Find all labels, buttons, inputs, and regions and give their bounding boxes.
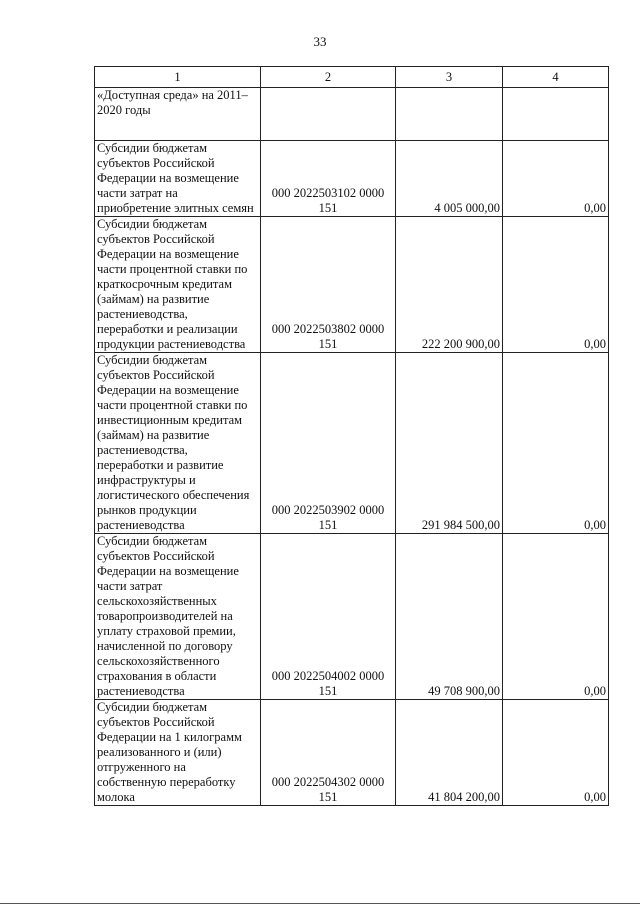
budget-code-cell: 000 2022503102 0000 151 [261, 141, 396, 217]
amount-cell: 4 005 000,00 [396, 141, 503, 217]
subsidy-name-cell: Субсидии бюджетам субъектов Российской Федерации на возмещение части процентной ставки по инвестиционным кредитам (займам) на развитие растениеводства, переработки и развитие инфраструктуры и логистического обеспечения рынков продукции растениеводства [95, 353, 261, 534]
budget-code-cell: 000 2022503802 0000 151 [261, 217, 396, 353]
budget-code-cell: 000 2022503902 0000 151 [261, 353, 396, 534]
table-row [95, 217, 609, 353]
budget-table [94, 66, 609, 806]
table-row [95, 700, 609, 806]
subsidy-name-cell: Субсидии бюджетам субъектов Российской Федерации на возмещение части процентной ставки по краткосрочным кредитам (займам) на развитие растениеводства, переработки и реализации продукции растениеводства [95, 217, 261, 353]
subsidy-name-cell: Субсидии бюджетам субъектов Российской Федерации на возмещение части затрат сельскохозяйственных товаропроизводителей на уплату страховой премии, начисленной по договору сельскохозяйственного страхования в области растениеводства [95, 534, 261, 700]
subsidy-name-cell: Субсидии бюджетам субъектов Российской Федерации на 1 килограмм реализованного и (или) отгруженного на собственную переработку молока [95, 700, 261, 806]
column-header-4: 4 [503, 67, 609, 88]
table-row [95, 88, 609, 141]
program-name-cell: «Доступная среда» на 2011– 2020 годы [95, 88, 261, 141]
amount-cell: 49 708 900,00 [396, 534, 503, 700]
table-header-row [95, 67, 609, 88]
amount-cell: 222 200 900,00 [396, 217, 503, 353]
subsidy-name-cell: Субсидии бюджетам субъектов Российской Федерации на возмещение части затрат на приобретение элитных семян [95, 141, 261, 217]
value-cell: 0,00 [503, 534, 609, 700]
amount-cell: 41 804 200,00 [396, 700, 503, 806]
value-cell: 0,00 [503, 700, 609, 806]
empty-cell [503, 88, 609, 141]
budget-code-cell: 000 2022504002 0000 151 [261, 534, 396, 700]
value-cell: 0,00 [503, 353, 609, 534]
column-header-2: 2 [261, 67, 396, 88]
amount-cell: 291 984 500,00 [396, 353, 503, 534]
table-row [95, 141, 609, 217]
budget-code-cell: 000 2022504302 0000 151 [261, 700, 396, 806]
value-cell: 0,00 [503, 217, 609, 353]
value-cell: 0,00 [503, 141, 609, 217]
empty-cell [396, 88, 503, 141]
table-row [95, 353, 609, 534]
table-row [95, 534, 609, 700]
empty-cell [261, 88, 396, 141]
column-header-1: 1 [95, 67, 261, 88]
page-number: 33 [313, 34, 327, 49]
page-bottom-rule [0, 903, 640, 904]
column-header-3: 3 [396, 67, 503, 88]
